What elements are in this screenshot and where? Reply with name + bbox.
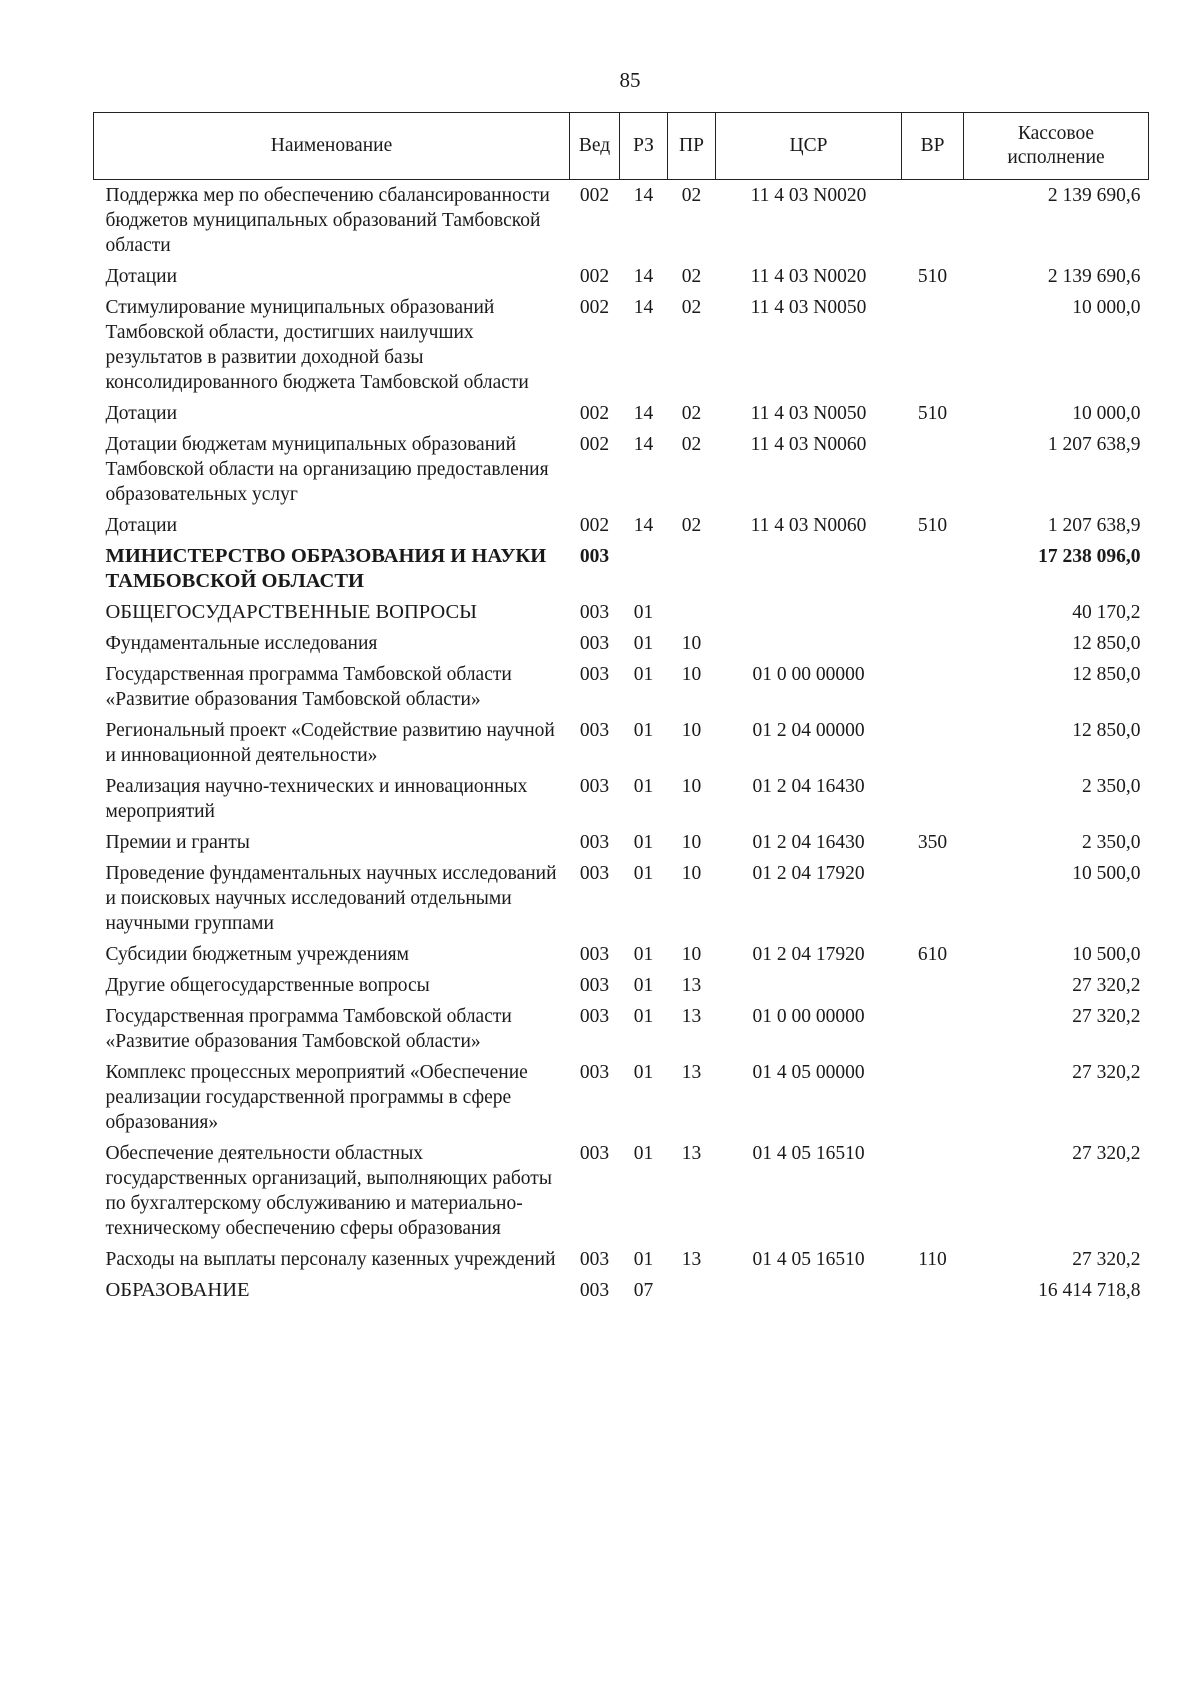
row-csr: 01 4 05 00000 xyxy=(752,1062,865,1083)
row-ved: 003 xyxy=(579,633,610,654)
header-ved: Вед xyxy=(570,113,620,180)
header-name: Наименование xyxy=(94,113,570,180)
row-rz: 14 xyxy=(633,403,654,424)
row-rz: 01 xyxy=(633,776,654,797)
row-name: Государственная программа Тамбовской области «Развитие образования Тамбовской области» xyxy=(105,1006,512,1052)
row-ved: 003 xyxy=(579,546,610,567)
row-vr: 510 xyxy=(917,403,948,424)
row-sum: 1 207 638,9 xyxy=(1047,515,1141,536)
row-rz: 14 xyxy=(633,297,654,318)
row-sum: 2 139 690,6 xyxy=(1047,266,1141,287)
row-vr xyxy=(902,628,964,659)
header-pr: ПР xyxy=(668,113,716,180)
row-pr: 13 xyxy=(681,975,702,996)
row-name: Обеспечение деятельности областных государственных организаций, выполняющих работы по бухгалтерскому обслуживанию и материально-техническому обеспечению сферы образования xyxy=(105,1143,552,1239)
row-pr xyxy=(668,1275,716,1306)
row-pr: 13 xyxy=(681,1249,702,1270)
row-vr xyxy=(902,429,964,510)
row-vr xyxy=(902,858,964,939)
row-ved: 002 xyxy=(579,403,610,424)
row-rz: 14 xyxy=(633,185,654,206)
row-ved: 003 xyxy=(579,1006,610,1027)
row-ved: 002 xyxy=(579,266,610,287)
table-row xyxy=(94,827,1149,858)
row-pr: 10 xyxy=(681,832,702,853)
row-sum: 2 350,0 xyxy=(1082,776,1141,797)
row-pr: 10 xyxy=(681,776,702,797)
table-row xyxy=(94,939,1149,970)
row-csr: 11 4 03 N0020 xyxy=(750,185,867,206)
row-pr: 13 xyxy=(681,1062,702,1083)
row-vr xyxy=(902,292,964,398)
row-csr: 11 4 03 N0050 xyxy=(750,403,867,424)
table-row xyxy=(94,628,1149,659)
row-rz: 01 xyxy=(633,975,654,996)
row-name: Проведение фундаментальных научных исследований и поисковых научных исследований отдельными научными группами xyxy=(105,863,557,934)
row-sum: 10 500,0 xyxy=(1072,863,1141,884)
row-ved: 003 xyxy=(579,776,610,797)
row-rz: 07 xyxy=(633,1280,654,1301)
row-vr: 510 xyxy=(917,515,948,536)
table-row xyxy=(94,659,1149,715)
header-csr: ЦСР xyxy=(716,113,902,180)
row-sum: 17 238 096,0 xyxy=(1038,546,1141,567)
row-csr: 01 0 00 00000 xyxy=(752,1006,865,1027)
row-name: Реализация научно-технических и инновационных мероприятий xyxy=(105,776,528,822)
table-row xyxy=(94,398,1149,429)
row-sum: 12 850,0 xyxy=(1072,664,1141,685)
row-pr: 13 xyxy=(681,1143,702,1164)
header-rz: РЗ xyxy=(620,113,668,180)
row-ved: 003 xyxy=(579,1249,610,1270)
row-ved: 003 xyxy=(579,975,610,996)
row-vr xyxy=(902,180,964,262)
row-vr xyxy=(902,715,964,771)
row-sum: 10 000,0 xyxy=(1072,403,1141,424)
row-csr xyxy=(716,1275,902,1306)
table-row xyxy=(94,1244,1149,1275)
table-row-section xyxy=(94,597,1149,628)
row-csr xyxy=(716,970,902,1001)
row-ved: 003 xyxy=(579,1280,610,1301)
row-pr: 02 xyxy=(681,297,702,318)
row-csr: 11 4 03 N0020 xyxy=(750,266,867,287)
row-name: Фундаментальные исследования xyxy=(105,633,378,654)
row-sum: 12 850,0 xyxy=(1072,633,1141,654)
row-vr: 510 xyxy=(917,266,948,287)
row-sum: 27 320,2 xyxy=(1072,1143,1141,1164)
row-vr: 610 xyxy=(917,944,948,965)
row-ved: 002 xyxy=(579,297,610,318)
row-rz: 01 xyxy=(633,1249,654,1270)
row-name: Субсидии бюджетным учреждениям xyxy=(105,944,409,965)
row-name: Государственная программа Тамбовской области «Развитие образования Тамбовской области» xyxy=(105,664,512,710)
row-pr: 10 xyxy=(681,863,702,884)
row-rz: 01 xyxy=(633,1062,654,1083)
row-csr: 01 2 04 16430 xyxy=(752,832,865,853)
table-row xyxy=(94,429,1149,510)
row-rz: 14 xyxy=(633,515,654,536)
row-vr xyxy=(902,771,964,827)
row-ved: 003 xyxy=(579,944,610,965)
row-sum: 27 320,2 xyxy=(1072,975,1141,996)
row-name: Дотации xyxy=(105,403,178,424)
row-sum: 12 850,0 xyxy=(1072,720,1141,741)
header-vr: ВР xyxy=(902,113,964,180)
row-csr: 11 4 03 N0050 xyxy=(750,297,867,318)
row-sum: 1 207 638,9 xyxy=(1047,434,1141,455)
table-row xyxy=(94,180,1149,262)
header-sum: Кассовое исполнение xyxy=(964,113,1149,180)
row-pr: 13 xyxy=(681,1006,702,1027)
table-row-ministry xyxy=(94,541,1149,597)
table-row xyxy=(94,771,1149,827)
row-sum: 40 170,2 xyxy=(1072,602,1141,623)
row-pr: 02 xyxy=(681,434,702,455)
row-vr: 110 xyxy=(918,1249,947,1270)
row-csr: 01 0 00 00000 xyxy=(752,664,865,685)
row-csr xyxy=(716,541,902,597)
row-rz: 14 xyxy=(633,434,654,455)
table-row-section xyxy=(94,1275,1149,1306)
row-sum: 27 320,2 xyxy=(1072,1249,1141,1270)
row-csr: 01 2 04 17920 xyxy=(752,944,865,965)
table-row xyxy=(94,858,1149,939)
row-sum: 16 414 718,8 xyxy=(1038,1280,1141,1301)
row-sum: 2 139 690,6 xyxy=(1047,185,1141,206)
row-vr xyxy=(902,1275,964,1306)
row-name: Региональный проект «Содействие развитию научной и инновационной деятельности» xyxy=(105,720,555,766)
row-pr: 10 xyxy=(681,633,702,654)
row-pr: 02 xyxy=(681,185,702,206)
row-pr: 02 xyxy=(681,515,702,536)
row-name: Комплекс процессных мероприятий «Обеспечение реализации государственной программы в сфере образования» xyxy=(105,1062,528,1133)
row-vr xyxy=(902,659,964,715)
row-pr: 10 xyxy=(681,664,702,685)
row-name: ОБЩЕГОСУДАРСТВЕННЫЕ ВОПРОСЫ xyxy=(105,601,478,623)
row-sum: 27 320,2 xyxy=(1072,1006,1141,1027)
row-ved: 003 xyxy=(579,832,610,853)
row-name: ОБРАЗОВАНИЕ xyxy=(105,1279,250,1301)
row-csr: 01 4 05 16510 xyxy=(752,1249,865,1270)
row-ved: 003 xyxy=(579,1062,610,1083)
row-pr xyxy=(668,541,716,597)
table-row xyxy=(94,1057,1149,1138)
row-rz: 14 xyxy=(633,266,654,287)
row-rz: 01 xyxy=(633,944,654,965)
page-number: 85 xyxy=(619,68,641,92)
row-csr: 11 4 03 N0060 xyxy=(750,515,867,536)
row-ved: 002 xyxy=(579,434,610,455)
row-name: Другие общегосударственные вопросы xyxy=(105,975,430,996)
row-ved: 003 xyxy=(579,863,610,884)
row-rz: 01 xyxy=(633,633,654,654)
row-name: Дотации xyxy=(105,515,178,536)
row-csr: 01 2 04 16430 xyxy=(752,776,865,797)
row-pr: 02 xyxy=(681,403,702,424)
row-sum: 10 500,0 xyxy=(1072,944,1141,965)
row-vr xyxy=(902,1138,964,1244)
row-rz: 01 xyxy=(633,832,654,853)
row-ved: 003 xyxy=(579,720,610,741)
row-name: Премии и гранты xyxy=(105,832,250,853)
row-ved: 003 xyxy=(579,1143,610,1164)
row-name: МИНИСТЕРСТВО ОБРАЗОВАНИЯ И НАУКИ ТАМБОВСКОЙ ОБЛАСТИ xyxy=(105,545,547,592)
row-ved: 003 xyxy=(579,602,610,623)
row-rz xyxy=(620,541,668,597)
row-csr xyxy=(716,628,902,659)
row-rz: 01 xyxy=(633,720,654,741)
row-ved: 002 xyxy=(579,515,610,536)
row-sum: 2 350,0 xyxy=(1082,832,1141,853)
row-vr xyxy=(902,1057,964,1138)
row-rz: 01 xyxy=(633,664,654,685)
row-pr: 02 xyxy=(681,266,702,287)
row-ved: 003 xyxy=(579,664,610,685)
row-csr: 01 2 04 00000 xyxy=(752,720,865,741)
row-csr: 01 4 05 16510 xyxy=(752,1143,865,1164)
table-row xyxy=(94,510,1149,541)
row-rz: 01 xyxy=(633,1143,654,1164)
row-sum: 27 320,2 xyxy=(1072,1062,1141,1083)
row-rz: 01 xyxy=(633,1006,654,1027)
row-vr: 350 xyxy=(917,832,948,853)
table-row xyxy=(94,715,1149,771)
row-rz: 01 xyxy=(633,863,654,884)
row-csr: 01 2 04 17920 xyxy=(752,863,865,884)
row-vr xyxy=(902,597,964,628)
row-name: Дотации бюджетам муниципальных образований Тамбовской области на организацию предоставления образовательных услуг xyxy=(105,434,549,505)
row-vr xyxy=(902,541,964,597)
table-row xyxy=(94,1138,1149,1244)
row-name: Дотации xyxy=(105,266,178,287)
row-sum: 10 000,0 xyxy=(1072,297,1141,318)
row-vr xyxy=(902,1001,964,1057)
row-rz: 01 xyxy=(633,602,654,623)
row-name: Стимулирование муниципальных образований Тамбовской области, достигших наилучших результатов в развитии доходной базы консолидированного бюджета Тамбовской области xyxy=(105,297,529,393)
table-row xyxy=(94,292,1149,398)
budget-execution-table xyxy=(93,112,1149,1306)
table-row xyxy=(94,1001,1149,1057)
row-ved: 002 xyxy=(579,185,610,206)
row-pr xyxy=(668,597,716,628)
table-row xyxy=(94,970,1149,1001)
table-row xyxy=(94,261,1149,292)
row-name: Поддержка мер по обеспечению сбалансированности бюджетов муниципальных образований Тамбовской области xyxy=(105,185,550,256)
row-csr xyxy=(716,597,902,628)
row-csr: 11 4 03 N0060 xyxy=(750,434,867,455)
row-pr: 10 xyxy=(681,944,702,965)
table-header-row xyxy=(94,113,1149,180)
row-pr: 10 xyxy=(681,720,702,741)
row-name: Расходы на выплаты персоналу казенных учреждений xyxy=(105,1249,556,1270)
row-vr xyxy=(902,970,964,1001)
